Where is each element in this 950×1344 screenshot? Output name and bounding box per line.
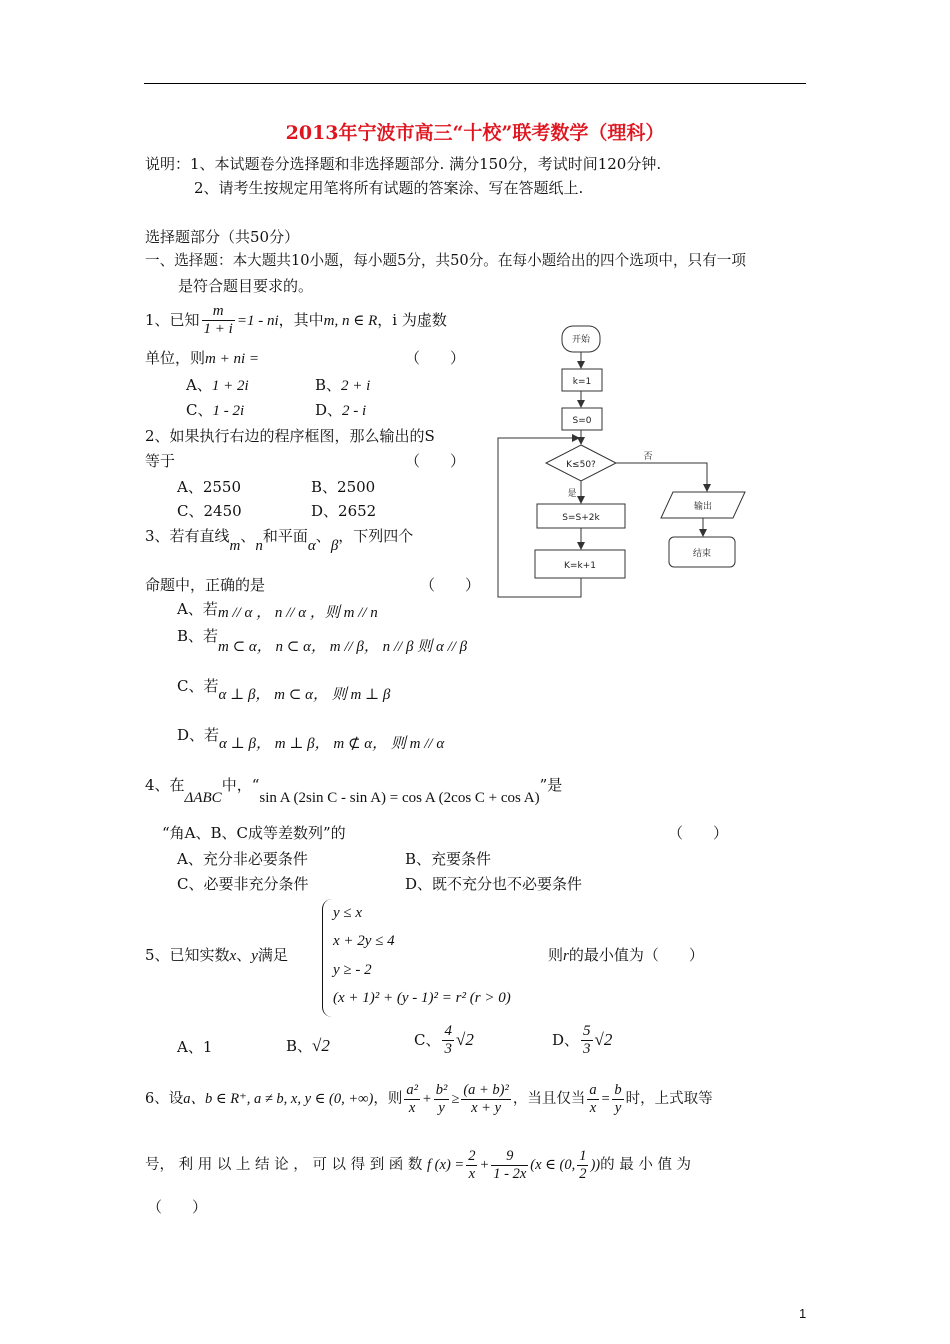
flow-update-s-label: S=S+2k	[562, 513, 600, 523]
flow-update-k-label: K=k+1	[564, 561, 596, 571]
q6-g2-den: 1 - 2x	[493, 1165, 527, 1182]
q1-d-label: D、	[315, 401, 343, 419]
q4-option-a: A、充分非必要条件	[177, 850, 308, 868]
q1-option-d	[315, 401, 366, 420]
q1-pre: 1、已知	[145, 310, 200, 329]
q3-pre: 3、若有直线	[145, 527, 230, 545]
q2-option-a: A、2550	[177, 478, 242, 496]
q5-sat: 满足	[257, 946, 288, 964]
flow-condition-label: K≤50?	[566, 460, 596, 470]
q5-x: x	[229, 948, 237, 964]
q6-g-frac-2	[491, 1148, 528, 1182]
q3-tail: ，下列四个	[338, 527, 414, 545]
question-6-line-2	[145, 1148, 691, 1182]
q3-option-b	[177, 627, 468, 655]
q5-then: 则	[548, 946, 564, 964]
q5-b-value: √2	[312, 1036, 330, 1055]
q2-option-d: D、2652	[311, 502, 377, 520]
q4-mid: 中，“	[221, 776, 260, 794]
q6-line2a: 号， 利 用 以 上 结 论 ， 可 以 得 到 函 数	[145, 1157, 423, 1174]
q1-d-value: 2 - i	[342, 403, 367, 419]
flow-output-label: 输出	[693, 502, 713, 512]
q5-r: r	[563, 948, 569, 964]
q1-b-label: B、	[315, 376, 342, 394]
q3-d-pre: D、若	[177, 726, 220, 744]
q6-tail: 时，上式取等	[625, 1091, 713, 1108]
q6-domain-frac	[577, 1148, 588, 1182]
q5-c-radical: √2	[455, 1029, 474, 1049]
page-number: 1	[799, 1306, 807, 1321]
section-intro-2: 是符合题目要求的。	[178, 277, 314, 295]
flow-end-label: 结束	[692, 549, 712, 559]
question-1-line-2	[145, 349, 259, 368]
q4-tail: ”是	[539, 776, 563, 794]
flow-yes-label: 是	[567, 489, 577, 499]
q3-m: m	[229, 538, 241, 554]
q5-c-num: 4	[442, 1023, 454, 1041]
q3-alpha: α	[307, 538, 316, 554]
q3-a-pre: A、若	[177, 600, 218, 618]
q5-d-num: 5	[581, 1023, 593, 1041]
question-3-line-2: 命题中，正确的是	[145, 576, 266, 594]
q3-a-math: m // α ， n // α ，则 m // n	[217, 605, 378, 621]
q6-fx: f (x) =	[427, 1157, 465, 1174]
q4-pre: 4、在	[145, 776, 185, 794]
q6-f3-num: (a + b)²	[463, 1082, 509, 1098]
q3-plane: 和平面	[262, 527, 308, 545]
q3-sep2: 、	[315, 527, 331, 545]
q6-dom-den: 2	[579, 1165, 587, 1182]
q4-option-b: B、充要条件	[405, 850, 492, 868]
q5-option-c	[414, 1023, 474, 1059]
q1-tail: ，i 为虚数	[377, 310, 447, 329]
q5-d-radical: √2	[594, 1029, 613, 1049]
q5-option-b	[286, 1036, 330, 1056]
q5-c-fraction	[442, 1023, 454, 1059]
q3-c-pre: C、若	[177, 677, 219, 695]
q6-plus: +	[421, 1091, 432, 1108]
q1-option-b	[315, 376, 370, 395]
q1-frac-den: 1 + i	[203, 321, 233, 338]
q6-g-frac-1	[466, 1148, 477, 1182]
q6-f1-num: a²	[406, 1082, 418, 1098]
flow-no-label: 否	[643, 452, 653, 462]
section-intro-1: 一、选择题：本大题共10小题，每小题5分，共50分。在每小题给出的四个选项中，只有一项	[145, 252, 746, 269]
flow-start-label: 开始	[571, 335, 591, 345]
section-heading: 选择题部分（共50分）	[145, 228, 300, 246]
q6-plus-2: +	[479, 1157, 490, 1174]
question-4-line-2: “角A、B、C成等差数列”的	[162, 824, 346, 842]
q3-sep1: 、	[240, 527, 256, 545]
q1-c-value: 1 - 2i	[212, 403, 245, 419]
q1-option-c	[186, 401, 244, 420]
q1-line2: 单位，则	[145, 349, 206, 367]
q6-f5-num: b	[614, 1082, 622, 1098]
q2-option-c: C、2450	[177, 502, 242, 520]
q3-c-math: α ⊥ β， m ⊂ α， 则 m ⊥ β	[218, 687, 391, 703]
page-title: 2013年宁波市高三“十校”联考数学（理科）	[285, 122, 665, 144]
flow-s-init-label: S=0	[572, 416, 592, 426]
question-1-line-1	[145, 303, 447, 339]
q6-line2b: 的 最 小 值 为	[600, 1157, 692, 1174]
q5-ask-text: 的最小值为（ ）	[568, 946, 704, 964]
q6-f1-den: x	[408, 1099, 416, 1116]
q6-f2-den: y	[438, 1099, 445, 1116]
q1-frac-num: m	[202, 303, 235, 321]
q2-answer-paren: （ ）	[405, 452, 466, 470]
q1-a-value: 1 + 2i	[211, 378, 249, 394]
question-2-line-1: 2、如果执行右边的程序框图，那么输出的S	[145, 427, 435, 445]
q3-beta: β	[330, 538, 339, 554]
q1-eq: =1 - ni	[236, 312, 279, 329]
q5-option-a: A、1	[177, 1038, 213, 1056]
q4-option-d: D、既不充分也不必要条件	[405, 875, 583, 893]
q1-mid: ，其中	[278, 310, 324, 329]
question-3-line-1	[145, 527, 414, 554]
q6-frac-5	[612, 1082, 623, 1116]
q5-d-fraction	[581, 1023, 593, 1059]
q4-answer-paren: （ ）	[668, 824, 729, 842]
q6-frac-4	[587, 1082, 598, 1116]
q1-a-label: A、	[186, 376, 212, 394]
q1-c-label: C、	[186, 401, 213, 419]
q6-when: ，当且仅当	[512, 1091, 586, 1108]
q6-f5-den: y	[614, 1099, 622, 1116]
q6-pre: 6、设	[145, 1091, 184, 1108]
q5-sep: 、	[236, 946, 252, 964]
q2-option-b: B、2500	[311, 478, 376, 496]
q3-b-math: m ⊂ α， n ⊂ α， m // β， n // β 则 α // β	[218, 639, 468, 655]
q5-c-den: 3	[444, 1041, 452, 1058]
note-line-2: 2、请考生按规定用笔将所有试题的答案涂、写在答题纸上.	[194, 179, 584, 197]
flow-k-init-label: k=1	[572, 377, 592, 387]
q5-pre: 5、已知实数	[145, 946, 230, 964]
q5-y: y	[251, 948, 258, 964]
q1-cond: m, n ∈ R	[323, 312, 378, 329]
q3-option-d	[177, 726, 445, 752]
q5-constraint-2: x + 2y ≤ 4	[333, 933, 395, 949]
program-flowchart	[490, 318, 750, 603]
q6-then: ，则	[373, 1091, 403, 1108]
q1-option-a	[186, 376, 249, 395]
q5-c-label: C、	[414, 1030, 441, 1049]
q3-d-math: α ⊥ β， m ⊥ β， m ⊄ α， 则 m // α	[219, 736, 445, 752]
q5-constraint-4: (x + 1)² + (y - 1)² = r² (r > 0)	[333, 990, 511, 1006]
q3-option-a	[177, 600, 378, 619]
q6-frac-1	[404, 1082, 420, 1116]
q5-b-label: B、	[286, 1037, 313, 1055]
q5-option-d	[552, 1023, 612, 1059]
q4-expr: sin A (2sin C - sin A) = cos A (2cos C + cos A)	[259, 790, 540, 806]
q6-frac-2	[434, 1082, 450, 1116]
question-6-line-1	[145, 1082, 713, 1116]
header-rule	[144, 83, 806, 84]
q4-option-c: C、必要非充分条件	[177, 875, 309, 893]
q3-b-pre: B、若	[177, 627, 219, 645]
q5-d-label: D、	[552, 1030, 580, 1049]
q5-constraint-1: y ≤ x	[333, 905, 363, 921]
question-5-line-1	[145, 946, 288, 965]
question-4-line-1	[145, 776, 563, 806]
q6-f4-den: x	[589, 1099, 597, 1116]
q6-domain-pre: (x ∈ (0,	[530, 1157, 576, 1174]
q6-g1-num: 2	[468, 1148, 476, 1164]
question-2-line-2: 等于	[145, 452, 176, 470]
q6-eq: =	[600, 1091, 611, 1108]
q5-d-den: 3	[583, 1041, 591, 1058]
q5-constraint-3: y ≥ - 2	[333, 962, 372, 978]
q4-triangle: ΔABC	[184, 790, 222, 806]
q6-f3-den: x + y	[471, 1099, 502, 1116]
q1-answer-paren: （ ）	[405, 349, 466, 367]
q6-answer-paren: （ ）	[147, 1198, 208, 1216]
q6-vars: a、b ∈ R⁺, a ≠ b, x, y ∈ (0, +∞)	[183, 1091, 374, 1108]
note-line-1: 说明：1、本试题卷分选择题和非选择题部分. 满分150分，考试时间120分钟.	[145, 155, 662, 173]
q6-g1-den: x	[468, 1165, 476, 1182]
q6-f2-num: b²	[435, 1082, 448, 1098]
q1-expr: m + ni =	[205, 351, 260, 367]
q5-ask	[548, 946, 704, 965]
q6-frac-3	[461, 1082, 511, 1116]
q3-answer-paren: （ ）	[420, 576, 481, 594]
q3-option-c	[177, 677, 391, 703]
q6-geq: ≥	[451, 1091, 460, 1108]
q6-dom-num: 1	[579, 1148, 587, 1164]
q3-n: n	[255, 538, 263, 554]
q6-f4-num: a	[589, 1082, 597, 1098]
q6-domain-post: ))	[590, 1157, 601, 1174]
q1-b-value: 2 + i	[341, 378, 371, 394]
q1-fraction	[202, 303, 235, 339]
q6-g2-num: 9	[491, 1148, 528, 1166]
